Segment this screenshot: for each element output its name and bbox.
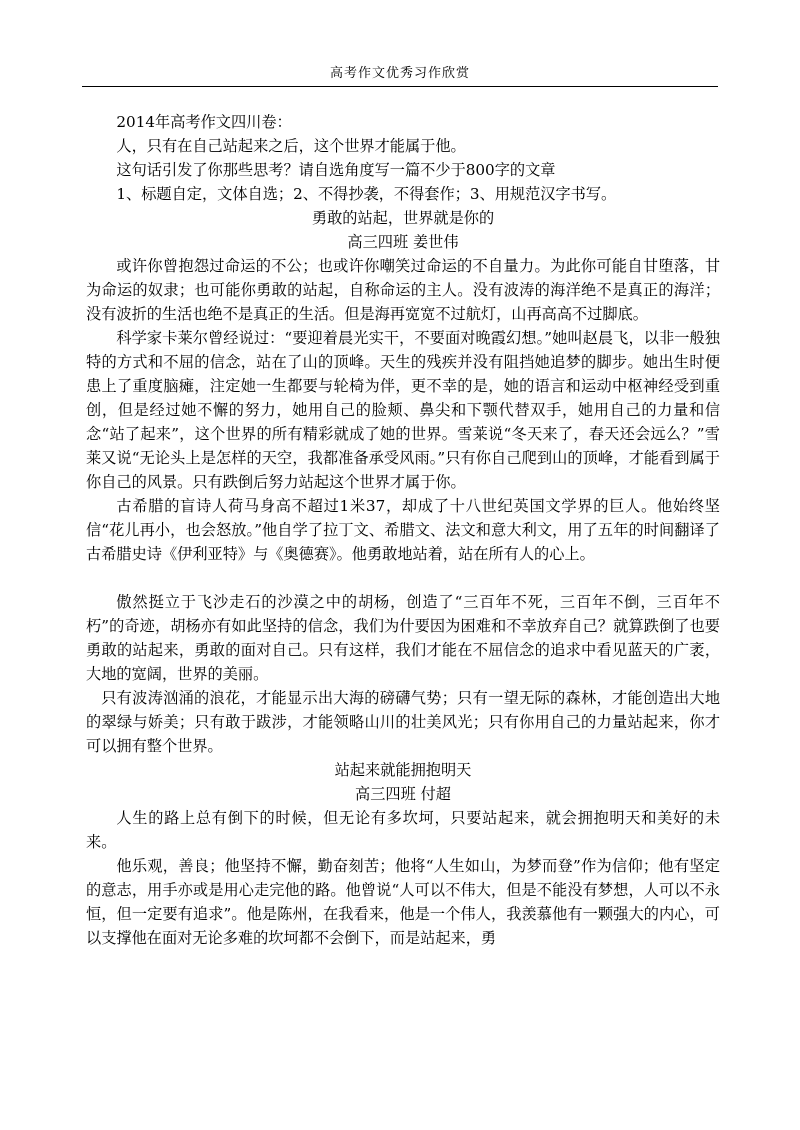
essay1-paragraph: 或许你曾抱怨过命运的不公；也或许你嘲笑过命运的不自量力。为此你可能自甘堕落，甘为命运的奴隶；也可能你勇敢的站起，自称命运的主人。没有波涛的海洋绝不是真正的海洋；没有波折的生活也绝不是真正的生活。但是海再宽宽不过航灯，山再高高不过脚底。 [86,257,720,323]
document-body [86,110,720,950]
essay1-paragraph: 傲然挺立于飞沙走石的沙漠之中的胡杨，创造了“三百年不死，三百年不倒，三百年不朽”的奇迹，胡杨亦有如此坚持的信念，我们为什要因为困难和不幸放弃自己？就算跌倒了也要勇敢的站起来，勇敢的面对自己。只有这样，我们才能在不屈信念的追求中看见蓝天的广袤，大地的宽阔，世界的美丽。 [86,593,720,683]
prompt-line-2: 人，只有在自己站起来之后，这个世界才能属于他。 [116,137,466,155]
prompt-line-4: 1、标题自定，文体自选；2、不得抄袭，不得套作；3、用规范汉字书写。 [116,185,617,203]
essay2-author: 高三四班 付超 [355,785,451,803]
essay1-paragraph: 科学家卡莱尔曾经说过：“要迎着晨光实干，不要面对晚霞幻想。”她叫赵晨飞，以非一般独特的方式和不屈的信念，站在了山的顶峰。天生的残疾并没有阻挡她追梦的脚步。她出生时便患上了重度脑瘫，注定她一生都要与轮椅为伴，更不幸的是，她的语言和运动中枢神经受到重创，但是经过她不懈的努力，她用自己的脸颊、鼻尖和下颚代替双手，她用自己的力量和信念“站了起来”，这个世界的所有精彩就成了她的世界。雪莱说“冬天来了，春天还会远么？”雪莱又说“无论头上是怎样的天空，我都准备承受风雨。”只有你自己爬到山的顶峰，才能看到属于你自己的风景。只有跌倒后努力站起这个世界才属于你。 [86,329,720,491]
essay2-paragraph: 他乐观，善良；他坚持不懈，勤奋刻苦；他将“人生如山，为梦而登”作为信仰；他有坚定的意志，用手亦或是用心走完他的路。他曾说“人可以不伟大，但是不能没有梦想，人可以不永恒，但一定要有追求”。他是陈州，在我看来，他是一个伟人，我羡慕他有一颗强大的内心，可以支撑他在面对无论多难的坎坷都不会倒下，而是站起来，勇 [86,857,720,947]
essay2-paragraph: 人生的路上总有倒下的时候，但无论有多坎坷，只要站起来，就会拥抱明天和美好的未来。 [86,809,720,851]
essay1-paragraph: 古希腊的盲诗人荷马身高不超过1米37，却成了十八世纪英国文学界的巨人。他始终坚信“花儿再小，也会怒放。”他自学了拉丁文、希腊文、法文和意大利文，用了五年的时间翻译了古希腊史诗《伊利亚特》与《奥德赛》。他勇敢地站着，站在所有人的心上。 [86,497,720,563]
essay1-paragraph: 只有波涛汹涌的浪花，才能显示出大海的磅礴气势；只有一望无际的森林，才能创造出大地的翠绿与娇美；只有敢于跋涉，才能领略山川的壮美风光；只有你用自己的力量站起来，你才可以拥有整个世界。 [86,689,720,755]
paragraph-spacer [86,566,720,590]
page-header: 高考作文优秀习作欣赏 [82,62,718,87]
essay1-title: 勇敢的站起，世界就是你的 [311,209,495,227]
essay2-title: 站起来就能拥抱明天 [334,761,472,779]
essay1-author: 高三四班 姜世伟 [347,233,459,251]
prompt-line-3: 这句话引发了你那些思考？请自选角度写一篇不少于800字的文章 [116,161,556,179]
prompt-line-1: 2014年高考作文四川卷： [116,113,292,131]
